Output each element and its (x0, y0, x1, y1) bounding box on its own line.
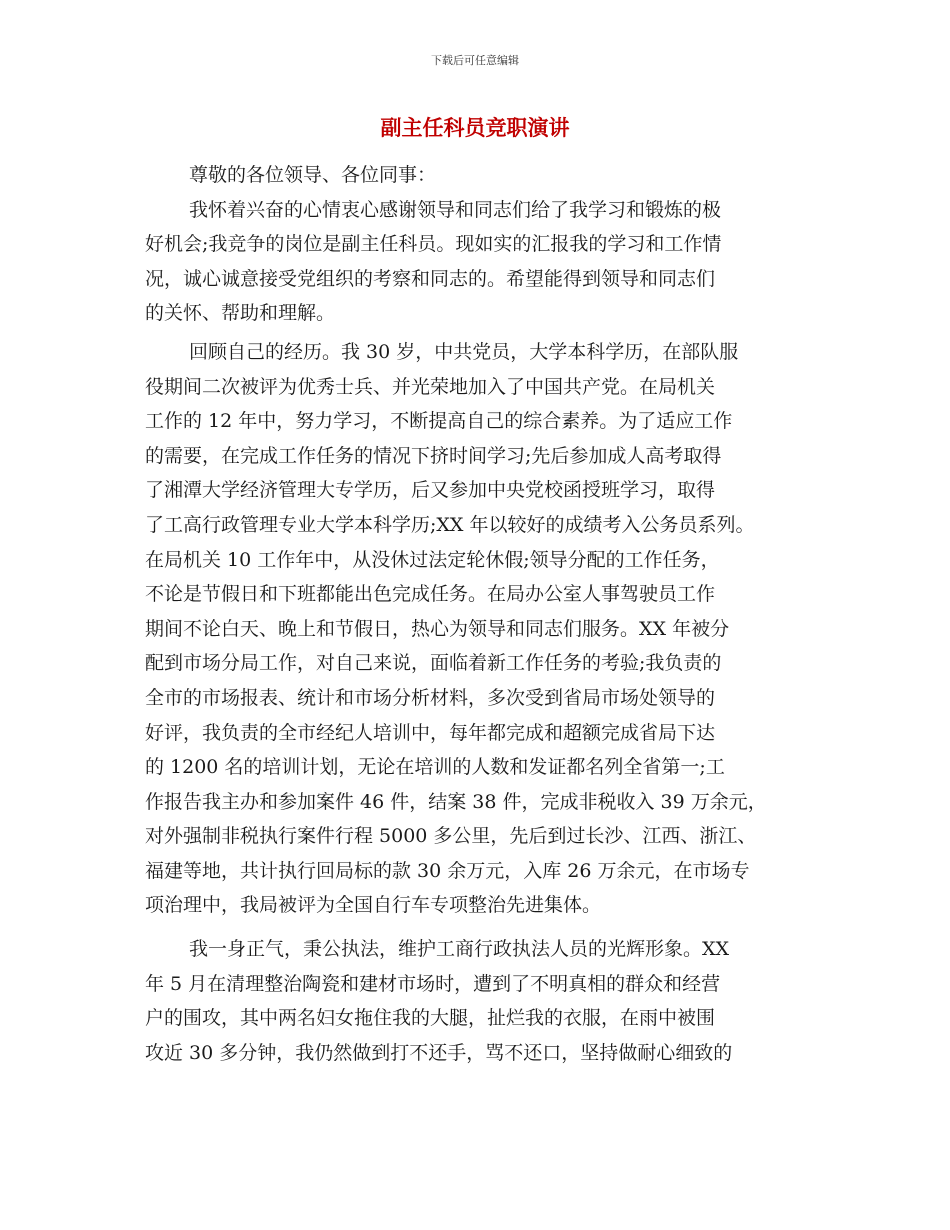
body-line: 项治理中，我局被评为全国自行车专项整治先进集体。 (145, 894, 602, 917)
body-line: 年 5 月在清理整治陶瓷和建材市场时，遭到了不明真相的群众和经营 (145, 972, 721, 995)
header-note: 下载后可任意编辑 (431, 54, 519, 67)
document-body (145, 158, 810, 1070)
body-line: 了工高行政管理专业大学本科学历;XX 年以较好的成绩考入公务员系列。 (145, 513, 755, 536)
body-line: 配到市场分局工作，对自己来说，面临着新工作任务的考验;我负责的 (145, 652, 722, 675)
body-line: 不论是节假日和下班都能出色完成任务。在局办公室人事驾驶员工作 (145, 583, 716, 606)
body-line: 的 1200 名的培训计划，无论在培训的人数和发证都名列全省第一;工 (145, 756, 725, 779)
body-line: 期间不论白天、晚上和节假日，热心为领导和同志们服务。XX 年被分 (145, 617, 730, 640)
body-line: 对外强制非税执行案件行程 5000 多公里，先后到过长沙、江西、浙江、 (145, 825, 757, 848)
body-line: 工作的 12 年中，努力学习，不断提高自己的综合素养。为了适应工作 (145, 410, 733, 433)
document-title: 副主任科员竞职演讲 (380, 115, 570, 140)
body-line: 况，诚心诚意接受党组织的考察和同志的。希望能得到领导和同志们 (145, 267, 716, 290)
body-line: 攻近 30 多分钟，我仍然做到打不还手，骂不还口，坚持做耐心细致的 (145, 1041, 733, 1064)
body-line: 回顾自己的经历。我 30 岁，中共党员，大学本科学历，在部队服 (189, 340, 739, 363)
body-line: 我一身正气，秉公执法，维护工商行政执法人员的光辉形象。XX (189, 938, 730, 961)
body-line: 了湘潭大学经济管理大专学历，后又参加中央党校函授班学习，取得 (145, 479, 716, 502)
body-line: 福建等地，共计执行回局标的款 30 余万元，入库 26 万余元，在市场专 (145, 859, 750, 882)
body-line: 役期间二次被评为优秀士兵、并光荣地加入了中国共产党。在局机关 (145, 375, 716, 398)
body-line: 户的围攻，其中两名妇女拖住我的大腿，扯烂我的衣服，在雨中被围 (145, 1007, 716, 1030)
body-line: 好评，我负责的全市经纪人培训中，每年都完成和超额完成省局下达 (145, 721, 716, 744)
body-line: 我怀着兴奋的心情衷心感谢领导和同志们给了我学习和锻炼的极 (189, 198, 722, 221)
salutation: 尊敬的各位领导、各位同事： (189, 164, 437, 186)
body-line: 全市的市场报表、统计和市场分析材料，多次受到省局市场处领导的 (145, 686, 716, 709)
body-line: 在局机关 10 工作年中，从没休过法定轮休假;领导分配的工作任务， (145, 548, 720, 571)
body-line: 的需要，在完成工作任务的情况下挤时间学习;先后参加成人高考取得 (145, 444, 722, 467)
body-line: 的关怀、帮助和理解。 (145, 302, 336, 325)
body-line: 好机会;我竞争的岗位是副主任科员。现如实的汇报我的学习和工作情 (145, 233, 722, 256)
body-line: 作报告我主办和参加案件 46 件，结案 38 件，完成非税收入 39 万余元， (145, 790, 767, 813)
